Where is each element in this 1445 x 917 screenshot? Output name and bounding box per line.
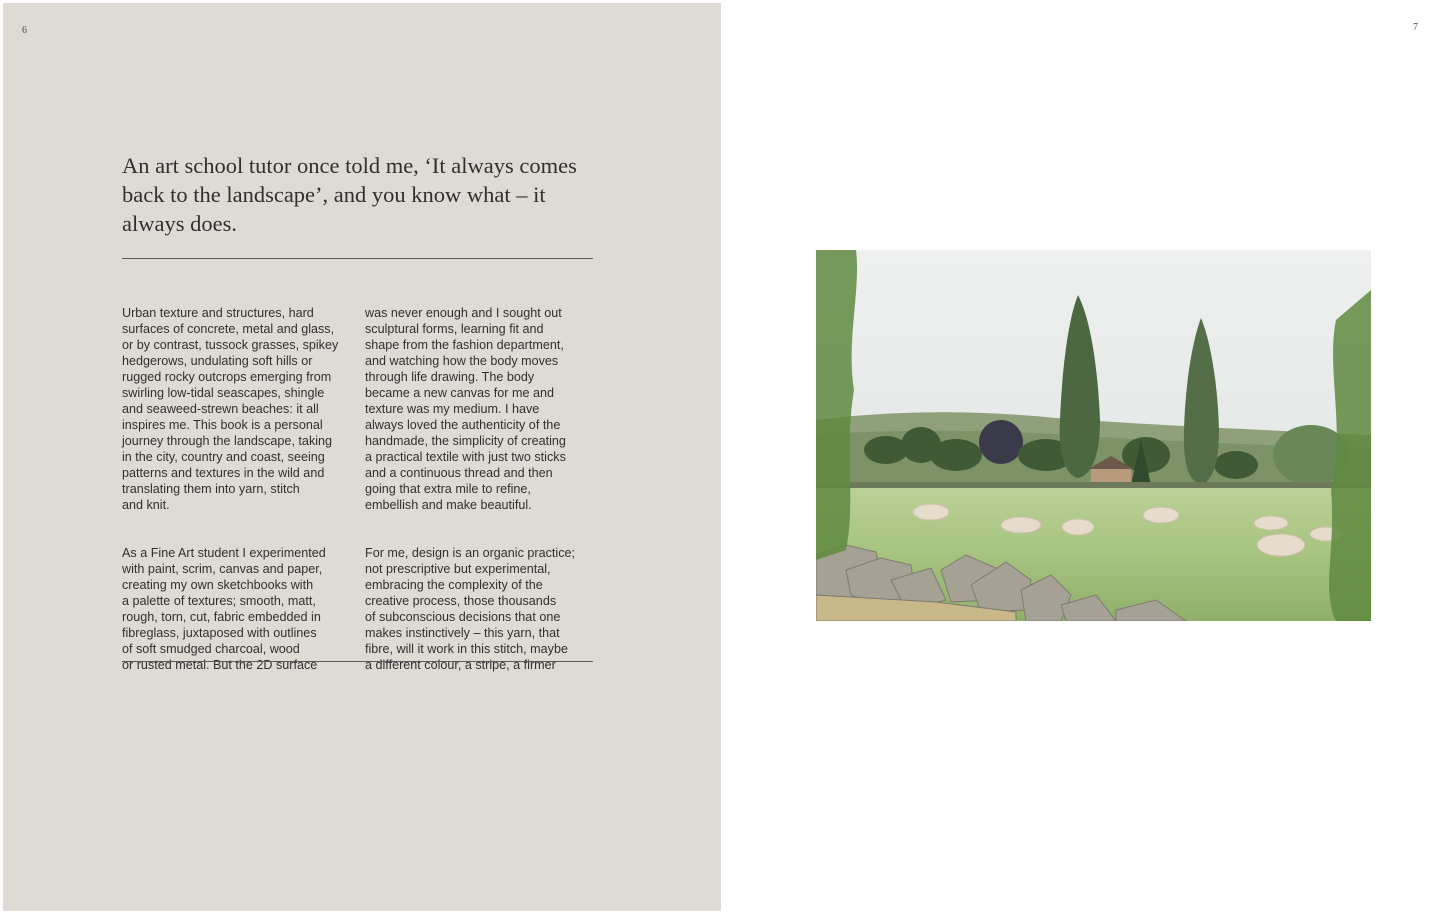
left-page xyxy=(3,3,721,911)
top-divider xyxy=(122,258,593,259)
paragraph: Urban texture and structures, hard surfaces of concrete, metal and glass, or by contrast, tussock grasses, spikey hedgerows, undulating soft hills or rugged rocky outcrops emerging from swirling low-tidal seascapes, shingle and seaweed-strewn beaches: it all inspires me. This book is a personal journey through the landscape, taking in the city, country and coast, seeing patterns and textures in the wild and translating them into yarn, stitch and knit. xyxy=(122,306,339,512)
page-number-left: 6 xyxy=(22,25,27,36)
paragraph: was never enough and I sought out sculptural forms, learning fit and shape from the fashion department, and watching how the body moves through life drawing. The body became a new canvas for me and texture was my medium. I have always loved the authenticity of the handmade, the simplicity of creating a practical textile with just two sticks and a continuous thread and then going that extra mile to refine, embellish and make beautiful. xyxy=(365,306,566,512)
text-column-1 xyxy=(122,289,354,705)
bottom-divider xyxy=(122,661,593,662)
pull-quote: An art school tutor once told me, ‘It always comes back to the landscape’, and you know what – it always does. xyxy=(122,153,577,236)
paragraph: For me, design is an organic practice; not prescriptive but experimental, embracing the complexity of the creative process, those thousands of subconscious decisions that one makes instinctively – this yarn, that fibre, will it work in this stitch, maybe a different colour, a stripe, a firmer xyxy=(365,546,575,672)
page-number-right: 7 xyxy=(1413,22,1418,33)
text-column-2 xyxy=(365,289,601,705)
landscape-photo xyxy=(816,250,1371,621)
paragraph: As a Fine Art student I experimented with paint, scrim, canvas and paper, creating my own sketchbooks with a palette of textures; smooth, matt, rough, torn, cut, fabric embedded in fibreglass, juxtaposed with outlines of soft smudged charcoal, wood or rusted metal. But the 2D surface xyxy=(122,546,326,672)
right-page xyxy=(721,0,1445,917)
